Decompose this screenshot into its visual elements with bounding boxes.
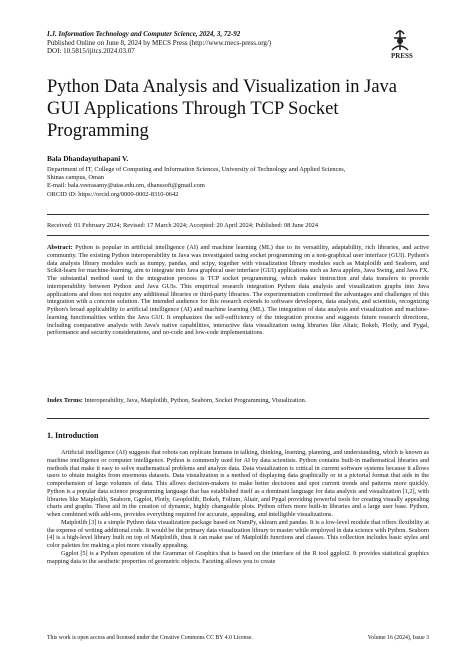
title-line: GUI Applications Through TCP Socket	[47, 99, 339, 119]
abstract-label: Abstract:	[47, 244, 73, 251]
author-name: Bala Dhandayuthapani V.	[47, 154, 129, 163]
mecs-press-logo	[378, 28, 428, 60]
paragraph: Matplotlib [3] is a simple Python data visualization package based on NumPy, sklearn and pandas. It is a low-level module that offers flexibility at the expense of writing additional code. It would be the primary data visualization library to master while employed in data science with Python. Seaborn [4] is a high-level library built on top of Matplotlib, thus it can make use of Matplotlib functions and classes. This collection includes basic styles and color palettes for making a plot more visually appealing.	[47, 518, 429, 549]
affiliation-line: Department of IT, College of Computing and Information Sciences, University of Technology and Applied Sciences,	[47, 166, 346, 173]
author-affiliation	[47, 166, 437, 199]
journal-header	[47, 30, 271, 56]
divider	[47, 214, 429, 215]
footer-license: This work is open access and licensed under the Creative Commons CC BY 4.0 License.	[47, 635, 253, 641]
paper-title	[47, 76, 429, 142]
index-terms-label: Index Terms:	[47, 397, 83, 404]
index-terms-text: Interoperability, Java, Matplotlib, Python, Seaborn, Socket Programming, Visualization.	[84, 397, 307, 404]
dates-line: Received: 01 February 2024; Revised: 17 March 2024; Accepted: 20 April 2024; Published: 08 June 2024	[47, 222, 319, 229]
index-terms	[47, 397, 429, 405]
title-line: Python Data Analysis and Visualization in Java	[47, 77, 398, 97]
paragraph: Ggplot [5] is a Python operation of the Grammar of Graphics that is based on the interface of the R tool ggplot2. It provides statistical graphics mapping data to the aesthetic properties of geometric objects. Faceting allows you to create	[47, 549, 429, 565]
journal-citation: I.J. Information Technology and Computer Science, 2024, 3, 72-92	[47, 30, 241, 38]
logo-text: PRESS	[391, 52, 413, 60]
section-body	[47, 449, 429, 565]
publication-line: Published Online on June 8, 2024 by MECS Press (http://www.mecs-press.org/)	[47, 38, 272, 47]
email-line: E-mail: bala.veerasamy@utas.edu.om, dhanssoft@gmail.com	[47, 182, 205, 190]
doi-line: DOI: 10.5815/ijitcs.2024.03.07	[47, 47, 135, 56]
abstract-text: Python is popular in artificial intelligence (AI) and machine learning (ML) due to its versatility, adaptability, rich libraries, and active community. The existing Python interoperability in Java was investigated using socket programming on a non-graphical user interface (GUI). Python's data analysis library modules such as numpy, pandas, and scipy, together with visualization library modules such as Matplotlib and Seaborn, and Scikit-learn for machine-learning, aim to integrate into Java graphical user interface (GUI) applications such as Java applets, Java Swing, and Java FX. The substantial method used in the integration process is TCP socket programming, which makes instruction and data transfers to provide interoperability between Python and Java GUIs. This empirical research integration Python data analysis and visualization graphs into Java applications and does not require any additional libraries or third-party libraries. The experimentation confirmed the advantages and challenges of this integration with a concrete solution. The intended audience for this research extends to software developers, data analysts, and scientists, recognizing Python's broad applicability to artificial intelligence (AI) and machine learning (ML). The integration of data analysis and visualization and machine-learning functionalities within the Java GUI. It emphasizes the self-sufficiency of the integration process and suggests future research directions, including comparative analysis with Java's native capabilities, interactive data visualization using libraries like Altair, Bokeh, Plotly, and Pygal, performance and security considerations, and no-code and low-code implementations.	[47, 244, 429, 337]
affiliation-line: Shinas campus, Oman	[47, 174, 104, 182]
divider	[47, 235, 429, 236]
title-line: Programming	[47, 121, 149, 141]
section-heading: 1. Introduction	[47, 431, 99, 440]
footer-volume: Volume 16 (2024), Issue 3	[367, 635, 429, 641]
orcid-line: ORCID iD: https://orcid.org/0000-0002-8310-0642	[47, 190, 179, 198]
divider	[47, 418, 429, 419]
abstract	[47, 244, 429, 337]
paragraph: Artificial intelligence (AI) suggests that robots can replicate humans in talking, thinking, learning, planning, and understanding, which is known as machine intelligence or computer intelligence. Python is commonly used for AI by data scientists. Python contains built-in mathematical libraries and methods that make it easy to solve mathematical problems and analyze data. Data visualization is critical in current software systems because it allows users to obtain insights from enormous datasets. Data visualization is a method of displaying data graphically or in a pictorial format that aids in the comprehension of large volumes of data. This allows decision-makers to make better decisions and spot current trends and patterns more quickly. Python is a popular data science programming language that has established itself as a dominant language for data analysis and visualization [1,2], with libraries like Matplotlib, Seaborn, Ggplot, Plotly, Geoplotlib, Bokeh, Folium, Altair, and Pygal providing powerful tools for creating visually appealing charts and graphs. These aid in the creation of dynamic, highly changeable plots. Python offers more built-in libraries and a large user base. Python, when combined with add-ons, provides everything required for accurate, appealing, and intelligible visualizations.	[47, 449, 429, 518]
